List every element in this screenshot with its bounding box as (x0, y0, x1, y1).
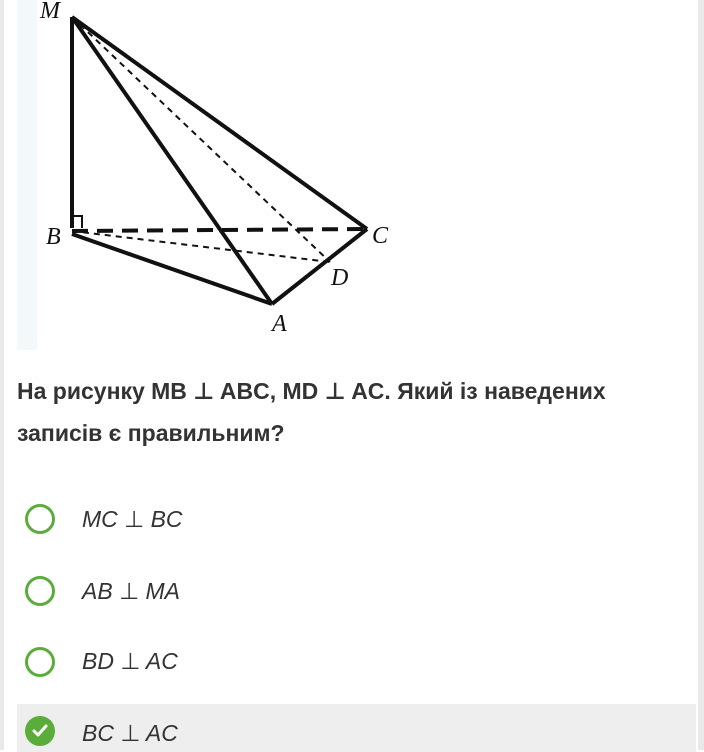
edge-BA (72, 234, 272, 304)
answer-option-label: MC ⊥ BC (82, 506, 183, 532)
vertex-label-M: M (40, 0, 60, 24)
answer-option-3[interactable] (17, 628, 696, 700)
answer-option-1[interactable] (17, 484, 696, 556)
answer-option-label: AB ⊥ MA (82, 578, 180, 604)
vertex-label-C: C (372, 223, 389, 249)
question-text: На рисунку MB ⊥ ABC, MD ⊥ AC. Який із наведених записів є правильним? (17, 378, 606, 446)
answer-option-4-selected[interactable] (17, 704, 696, 752)
radio-checked-icon[interactable] (25, 716, 55, 746)
vertex-label-A: A (272, 311, 287, 337)
answer-option-label: BD ⊥ AC (82, 648, 178, 674)
radio-circle-icon[interactable] (25, 576, 55, 606)
edge-MD-dashed (72, 17, 330, 262)
geometry-figure (0, 0, 704, 350)
radio-circle-icon[interactable] (25, 647, 55, 677)
checkmark-icon (32, 724, 48, 738)
edge-MC (72, 17, 367, 229)
answer-option-2[interactable] (17, 556, 696, 628)
edge-AC (272, 229, 367, 304)
answer-option-label: BC ⊥ AC (82, 720, 178, 746)
vertex-label-D: D (331, 265, 349, 291)
edge-MA (72, 17, 272, 304)
radio-circle-icon[interactable] (25, 504, 55, 534)
vertex-label-B: B (46, 224, 61, 250)
